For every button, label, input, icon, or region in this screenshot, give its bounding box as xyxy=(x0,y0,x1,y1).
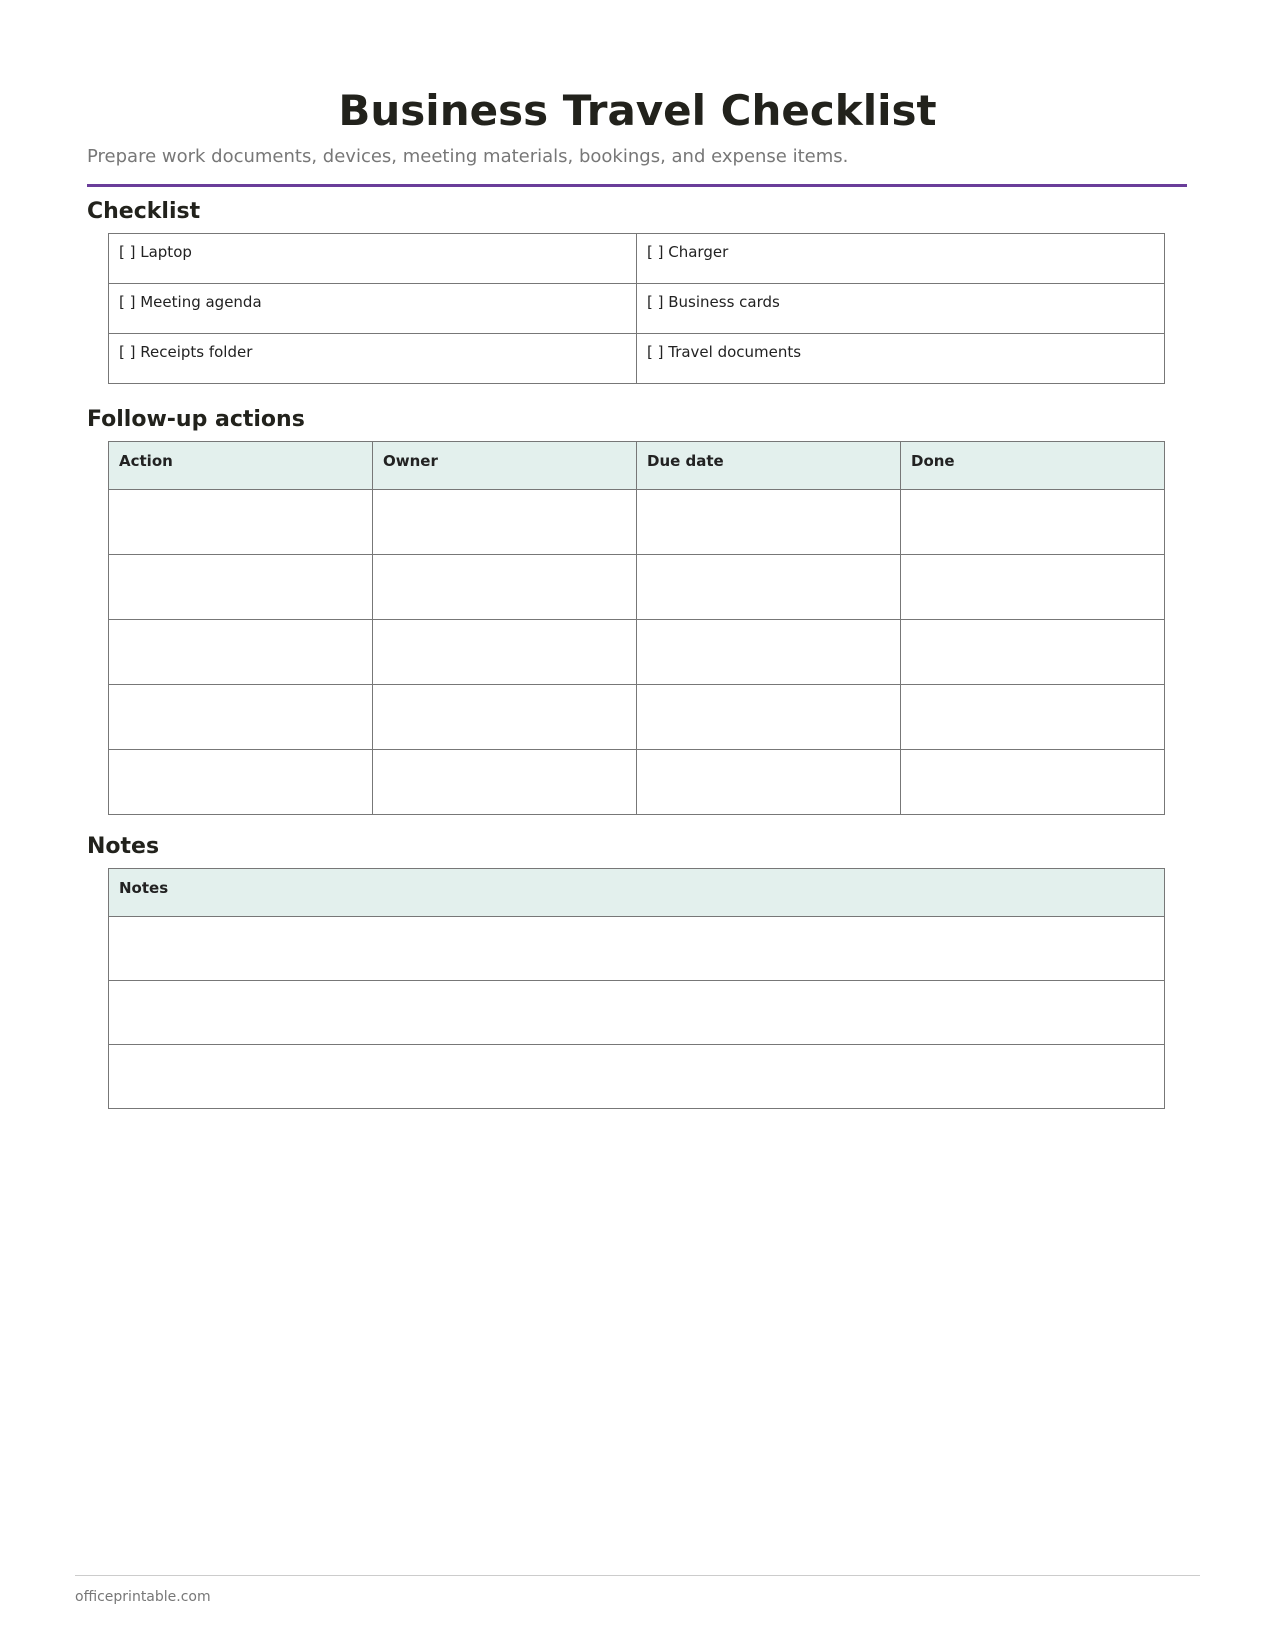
checklist-item[interactable]: [ ] Charger xyxy=(637,234,1165,284)
due-date-cell[interactable] xyxy=(637,620,901,685)
table-row xyxy=(109,981,1165,1045)
page-subtitle: Prepare work documents, devices, meeting materials, bookings, and expense items. xyxy=(87,146,849,167)
notes-cell[interactable] xyxy=(109,917,1165,981)
done-cell[interactable] xyxy=(901,685,1165,750)
owner-cell[interactable] xyxy=(373,685,637,750)
action-cell[interactable] xyxy=(109,620,373,685)
due-date-cell[interactable] xyxy=(637,750,901,815)
column-header-action: Action xyxy=(109,442,373,490)
notes-heading: Notes xyxy=(87,834,160,859)
done-cell[interactable] xyxy=(901,555,1165,620)
table-row xyxy=(109,620,1165,685)
owner-cell[interactable] xyxy=(373,620,637,685)
table-row xyxy=(109,334,1165,384)
done-cell[interactable] xyxy=(901,620,1165,685)
owner-cell[interactable] xyxy=(373,490,637,555)
done-cell[interactable] xyxy=(901,490,1165,555)
column-header-done: Done xyxy=(901,442,1165,490)
column-header-due-date: Due date xyxy=(637,442,901,490)
action-cell[interactable] xyxy=(109,555,373,620)
table-row xyxy=(109,284,1165,334)
checklist-heading: Checklist xyxy=(87,199,201,224)
notes-cell[interactable] xyxy=(109,981,1165,1045)
checklist-item[interactable]: [ ] Travel documents xyxy=(637,334,1165,384)
due-date-cell[interactable] xyxy=(637,685,901,750)
table-row xyxy=(109,917,1165,981)
table-row xyxy=(109,1045,1165,1109)
checklist-item[interactable]: [ ] Meeting agenda xyxy=(109,284,637,334)
table-row xyxy=(109,685,1165,750)
notes-cell[interactable] xyxy=(109,1045,1165,1109)
table-row xyxy=(109,750,1165,815)
owner-cell[interactable] xyxy=(373,750,637,815)
follow-up-heading: Follow-up actions xyxy=(87,407,305,432)
page-title: Business Travel Checklist xyxy=(338,86,937,135)
title-divider xyxy=(87,184,1187,187)
action-cell[interactable] xyxy=(109,750,373,815)
table-row xyxy=(109,490,1165,555)
done-cell[interactable] xyxy=(901,750,1165,815)
action-cell[interactable] xyxy=(109,490,373,555)
table-header-row xyxy=(109,442,1165,490)
owner-cell[interactable] xyxy=(373,555,637,620)
checklist-table xyxy=(108,233,1165,384)
checklist-item[interactable]: [ ] Receipts folder xyxy=(109,334,637,384)
notes-table xyxy=(108,868,1165,1109)
checklist-item[interactable]: [ ] Laptop xyxy=(109,234,637,284)
action-cell[interactable] xyxy=(109,685,373,750)
due-date-cell[interactable] xyxy=(637,555,901,620)
table-row xyxy=(109,555,1165,620)
table-header-row xyxy=(109,869,1165,917)
column-header-notes: Notes xyxy=(109,869,1165,917)
table-row xyxy=(109,234,1165,284)
footer-text: officeprintable.com xyxy=(75,1589,211,1605)
footer-divider xyxy=(75,1575,1200,1576)
column-header-owner: Owner xyxy=(373,442,637,490)
checklist-item[interactable]: [ ] Business cards xyxy=(637,284,1165,334)
due-date-cell[interactable] xyxy=(637,490,901,555)
follow-up-table xyxy=(108,441,1165,815)
